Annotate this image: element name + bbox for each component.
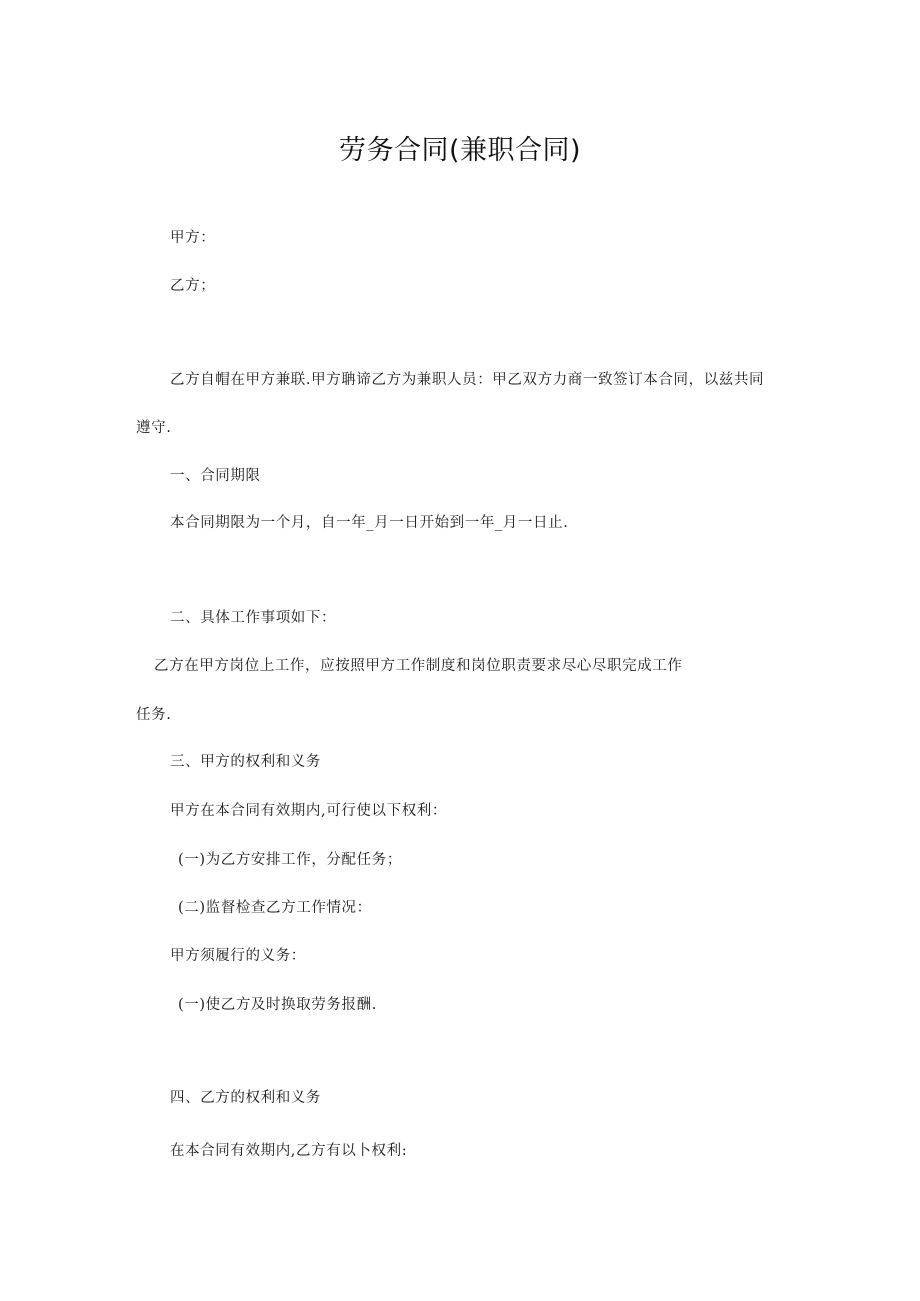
- section-1-text: 本合同期限为一个月，自一年_月一日开始到一年_月一日止.: [170, 515, 569, 531]
- party-a-label: 甲方：: [170, 230, 216, 246]
- document-title: 劳务合同(兼职合同): [338, 135, 582, 166]
- section-2-heading: 二、具体工作事项如下：: [170, 610, 337, 626]
- party-b-label: 乙方；: [170, 278, 216, 294]
- section-1-heading: 一、合同期限: [170, 468, 261, 484]
- section-2-text-line-1: 乙方在甲方岗位上工作，应按照甲方工作制度和岗位职责要求尽心尽职完成工作: [154, 658, 683, 674]
- section-3-right-1: (一)为乙方安排工作，分配任务；: [178, 852, 402, 868]
- section-2-text-line-2: 任务.: [136, 707, 172, 723]
- intro-paragraph-line-2: 遵守.: [136, 420, 172, 436]
- section-3-duty-intro: 甲方须履行的义务：: [170, 948, 306, 964]
- section-3-duty-1: (一)使乙方及时换取劳务报酬.: [178, 997, 377, 1013]
- section-3-right-2: (二)监督检查乙方工作情况：: [178, 900, 372, 916]
- section-3-rights-intro: 甲方在本合同有效期内,可行使以下权利：: [170, 803, 448, 819]
- section-4-heading: 四、乙方的权利和义务: [170, 1090, 321, 1106]
- section-3-heading: 三、甲方的权利和义务: [170, 754, 321, 770]
- intro-paragraph-line-1: 乙方自帽在甲方兼联.甲方聃谛乙方为兼职人员：甲乙双方力商一致签订本合同，以兹共同: [170, 372, 765, 388]
- section-4-rights-intro: 在本合同有效期内,乙方有以卜权利:: [170, 1143, 408, 1159]
